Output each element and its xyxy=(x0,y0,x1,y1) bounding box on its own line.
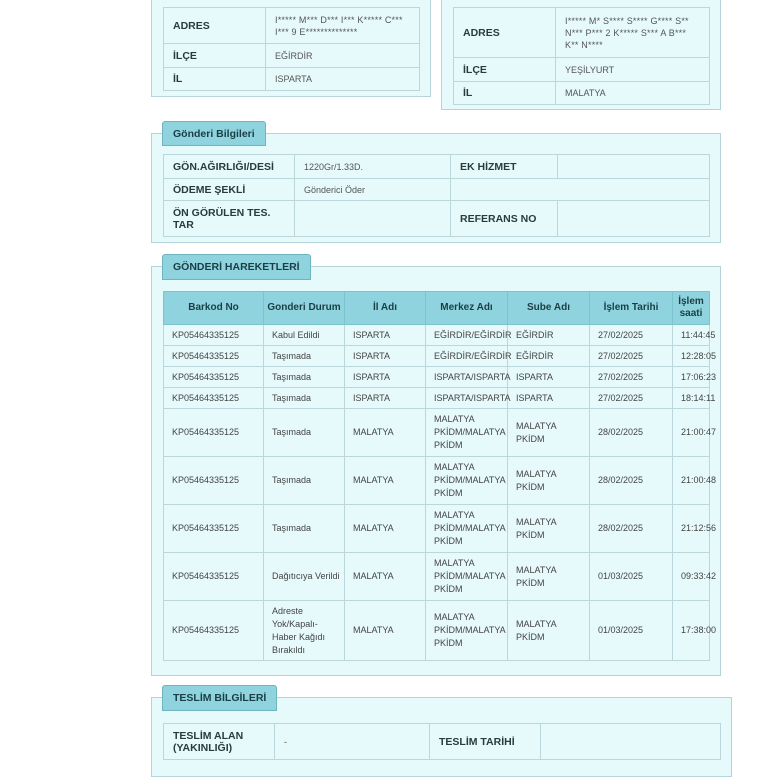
cell-barcode: KP05464335125 xyxy=(164,346,264,367)
cell-time: 17:06:23 xyxy=(673,367,710,388)
table-row xyxy=(164,325,710,346)
cell-branch: MALATYA PKİDM xyxy=(508,457,590,505)
sender-district-value: EĞİRDİR xyxy=(266,44,420,68)
cell-province: ISPARTA xyxy=(345,367,426,388)
receiver-district-value: YEŞİLYURT xyxy=(556,58,710,82)
cell-center: MALATYA PKİDM/MALATYA PKİDM xyxy=(426,457,508,505)
cell-barcode: KP05464335125 xyxy=(164,601,264,661)
reference-value xyxy=(558,201,710,237)
payment-label: ÖDEME ŞEKLİ xyxy=(164,179,295,201)
cell-date: 28/02/2025 xyxy=(590,505,673,553)
col-status: Gonderi Durum xyxy=(264,292,345,325)
cell-barcode: KP05464335125 xyxy=(164,325,264,346)
sender-address-value: I***** M*** D*** I*** K***** C*** I*** 9 E************** xyxy=(266,8,420,44)
table-row xyxy=(164,505,710,553)
cell-time: 11:44:45 xyxy=(673,325,710,346)
cell-branch: ISPARTA xyxy=(508,367,590,388)
table-row xyxy=(164,457,710,505)
cell-time: 09:33:42 xyxy=(673,553,710,601)
cell-branch: MALATYA PKİDM xyxy=(508,505,590,553)
receiver-address-label: ADRES xyxy=(454,8,556,58)
cell-barcode: KP05464335125 xyxy=(164,505,264,553)
movements-body xyxy=(164,325,717,661)
cell-province: MALATYA xyxy=(345,409,426,457)
cell-province: MALATYA xyxy=(345,601,426,661)
sender-province-label: İL xyxy=(164,68,266,91)
cell-branch: MALATYA PKİDM xyxy=(508,553,590,601)
cell-province: MALATYA xyxy=(345,457,426,505)
cell-center: ISPARTA/ISPARTA xyxy=(426,367,508,388)
weight-label: GÖN.AĞIRLIĞI/DESİ xyxy=(164,155,295,179)
col-province: İl Adı xyxy=(345,292,426,325)
cell-status: Kabul Edildi xyxy=(264,325,345,346)
shipment-info-panel xyxy=(151,133,721,243)
reference-label: REFERANS NO xyxy=(451,201,558,237)
cell-barcode: KP05464335125 xyxy=(164,553,264,601)
receiver-address-value: I***** M* S**** S**** G**** S** N*** P*** 2 K***** S*** A B*** K** N**** xyxy=(556,8,710,58)
sender-district-label: İLÇE xyxy=(164,44,266,68)
table-row xyxy=(164,601,710,661)
cell-branch: ISPARTA xyxy=(508,388,590,409)
empty-cell xyxy=(451,179,710,201)
delivery-date-value xyxy=(541,724,721,760)
cell-branch: EĞİRDİR xyxy=(508,325,590,346)
cell-barcode: KP05464335125 xyxy=(164,457,264,505)
delivery-tab: TESLİM BİLGİLERİ xyxy=(162,685,277,711)
cell-center: MALATYA PKİDM/MALATYA PKİDM xyxy=(426,601,508,661)
cell-branch: MALATYA PKİDM xyxy=(508,601,590,661)
cell-time: 21:00:47 xyxy=(673,409,710,457)
cell-time: 18:14:11 xyxy=(673,388,710,409)
table-row xyxy=(164,388,710,409)
cell-branch: MALATYA PKİDM xyxy=(508,409,590,457)
movements-tab: GÖNDERİ HAREKETLERİ xyxy=(162,254,311,280)
cell-time: 21:12:56 xyxy=(673,505,710,553)
estimated-delivery-value xyxy=(295,201,451,237)
cell-status: Taşımada xyxy=(264,388,345,409)
delivery-receiver-label: TESLİM ALAN (YAKINLIĞI) xyxy=(164,724,275,760)
movements-header-row xyxy=(164,292,710,325)
shipment-info-tab: Gönderi Bilgileri xyxy=(162,121,266,146)
cell-time: 21:00:48 xyxy=(673,457,710,505)
cell-branch: EĞİRDİR xyxy=(508,346,590,367)
sender-panel xyxy=(151,0,431,97)
cell-center: MALATYA PKİDM/MALATYA PKİDM xyxy=(426,409,508,457)
receiver-district-label: İLÇE xyxy=(454,58,556,82)
table-row xyxy=(164,346,710,367)
sender-address-label: ADRES xyxy=(164,8,266,44)
cell-status: Dağıtıcıya Verildi xyxy=(264,553,345,601)
estimated-delivery-label: ÖN GÖRÜLEN TES. TAR xyxy=(164,201,295,237)
cell-date: 27/02/2025 xyxy=(590,388,673,409)
cell-center: EĞİRDİR/EĞİRDİR xyxy=(426,325,508,346)
movements-panel xyxy=(151,266,721,676)
cell-status: Adreste Yok/Kapalı-Haber Kağıdı Bırakıldı xyxy=(264,601,345,661)
col-center: Merkez Adı xyxy=(426,292,508,325)
cell-center: MALATYA PKİDM/MALATYA PKİDM xyxy=(426,505,508,553)
extra-service-label: EK HİZMET xyxy=(451,155,558,179)
col-barcode: Barkod No xyxy=(164,292,264,325)
cell-status: Taşımada xyxy=(264,457,345,505)
cell-province: ISPARTA xyxy=(345,346,426,367)
movements-table xyxy=(163,291,717,661)
cell-province: MALATYA xyxy=(345,553,426,601)
receiver-panel xyxy=(441,0,721,110)
col-time: İşlem saati xyxy=(673,292,710,325)
cell-status: Taşımada xyxy=(264,367,345,388)
cell-center: MALATYA PKİDM/MALATYA PKİDM xyxy=(426,553,508,601)
table-row xyxy=(164,409,710,457)
cell-date: 01/03/2025 xyxy=(590,553,673,601)
cell-time: 12:28:05 xyxy=(673,346,710,367)
shipment-info-table xyxy=(163,154,710,237)
extra-service-value xyxy=(558,155,710,179)
cell-status: Taşımada xyxy=(264,409,345,457)
cell-barcode: KP05464335125 xyxy=(164,388,264,409)
cell-date: 28/02/2025 xyxy=(590,457,673,505)
cell-province: MALATYA xyxy=(345,505,426,553)
cell-province: ISPARTA xyxy=(345,325,426,346)
cell-barcode: KP05464335125 xyxy=(164,367,264,388)
cell-barcode: KP05464335125 xyxy=(164,409,264,457)
receiver-province-label: İL xyxy=(454,82,556,105)
cell-status: Taşımada xyxy=(264,346,345,367)
cell-center: EĞİRDİR/EĞİRDİR xyxy=(426,346,508,367)
delivery-receiver-value: - xyxy=(275,724,430,760)
col-branch: Sube Adı xyxy=(508,292,590,325)
col-date: İşlem Tarihi xyxy=(590,292,673,325)
receiver-province-value: MALATYA xyxy=(556,82,710,105)
cell-date: 27/02/2025 xyxy=(590,367,673,388)
cell-date: 27/02/2025 xyxy=(590,325,673,346)
sender-table xyxy=(163,7,420,91)
receiver-table xyxy=(453,7,710,105)
table-row xyxy=(164,367,710,388)
delivery-table xyxy=(163,723,721,760)
weight-value: 1220Gr/1.33D. xyxy=(295,155,451,179)
cell-date: 27/02/2025 xyxy=(590,346,673,367)
cell-date: 28/02/2025 xyxy=(590,409,673,457)
payment-value: Gönderici Öder xyxy=(295,179,451,201)
cell-status: Taşımada xyxy=(264,505,345,553)
delivery-date-label: TESLİM TARİHİ xyxy=(430,724,541,760)
table-row xyxy=(164,553,710,601)
cell-center: ISPARTA/ISPARTA xyxy=(426,388,508,409)
cell-province: ISPARTA xyxy=(345,388,426,409)
cell-time: 17:38:00 xyxy=(673,601,710,661)
cell-date: 01/03/2025 xyxy=(590,601,673,661)
sender-province-value: ISPARTA xyxy=(266,68,420,91)
